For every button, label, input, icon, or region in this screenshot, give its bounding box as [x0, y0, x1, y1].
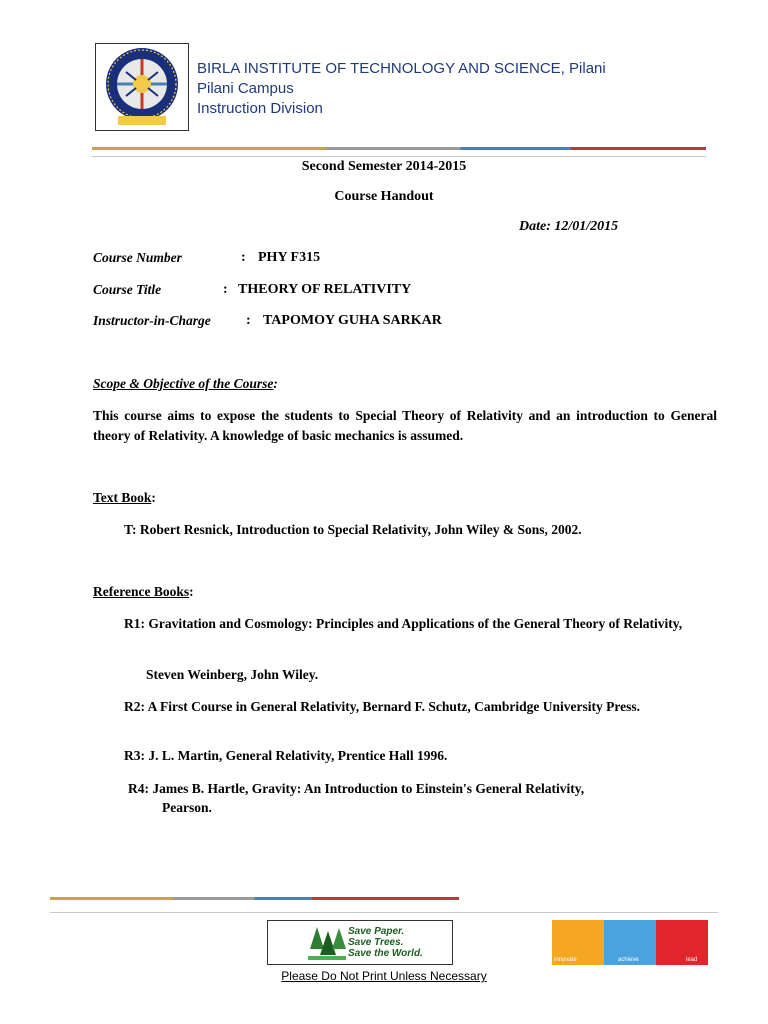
semester-line: Second Semester 2014-2015: [301, 159, 467, 174]
header-thin-divider: [92, 156, 706, 157]
banner-segment-achieve: [604, 920, 656, 965]
scope-heading-text: Scope & Objective of the Course: [93, 376, 274, 391]
document-date: Date: 12/01/2015: [519, 219, 619, 234]
course-title-value: THEORY OF RELATIVITY: [238, 282, 412, 297]
textbook-entry: T: Robert Resnick, Introduction to Special Relativity, John Wiley & Sons, 2002.: [124, 522, 582, 537]
textbook-heading-text: Text Book: [93, 490, 152, 505]
course-number-label: Course Number: [93, 250, 182, 265]
instructor-value: TAPOMOY GUHA SARKAR: [263, 313, 442, 328]
institute-logo: [95, 43, 189, 131]
header-divider: [92, 147, 706, 150]
division-name: Instruction Division: [197, 100, 323, 117]
save-paper-line: Save Paper.: [348, 926, 405, 937]
instructor-sep: :: [246, 313, 251, 328]
reference-r4: R4: James B. Hartle, Gravity: An Introduction to Einstein's General Relativity,: [128, 781, 585, 796]
save-paper-text: [348, 926, 423, 959]
campus-name: Pilani Campus: [197, 80, 294, 97]
course-number-sep: :: [241, 250, 246, 265]
print-note: Please Do Not Print Unless Necessary: [281, 969, 487, 983]
textbook-heading: [93, 490, 156, 506]
save-trees-line: Save Trees.: [348, 937, 404, 948]
textbook-heading-colon: :: [151, 490, 156, 505]
tree-icon: [308, 925, 346, 961]
scope-text: This course aims to expose the students to Special Theory of Relativity and an introduction to General theory of Relativity. A knowledge of basic mechanics is assumed.: [93, 408, 717, 443]
reference-r2: R2: A First Course in General Relativity, Bernard F. Schutz, Cambridge University Press.: [124, 699, 640, 714]
document-title: Course Handout: [334, 189, 434, 204]
footer-thin-divider: [50, 912, 718, 913]
reference-r3: R3: J. L. Martin, General Relativity, Prentice Hall 1996.: [124, 748, 448, 763]
scope-heading: [93, 376, 278, 392]
banner-segment-lead: [656, 920, 708, 965]
banner-word-innovate: innovate: [554, 957, 577, 963]
institute-name: BIRLA INSTITUTE OF TECHNOLOGY AND SCIENCE, Pilani: [197, 60, 606, 77]
references-heading-text: Reference Books: [93, 584, 190, 599]
reference-r4-continued: Pearson.: [162, 800, 212, 815]
banner-word-lead: lead: [686, 957, 698, 963]
save-world-line: Save the World.: [348, 948, 423, 959]
banner-word-achieve: achieve: [618, 957, 639, 963]
references-heading: [93, 584, 194, 600]
reference-r1: R1: Gravitation and Cosmology: Principles and Applications of the General Theory of Relativity,: [124, 616, 683, 631]
course-title-label: Course Title: [93, 282, 162, 297]
course-number-value: PHY F315: [258, 250, 321, 265]
references-heading-colon: :: [189, 584, 194, 599]
banner-segment-innovate: [552, 920, 604, 965]
instructor-label: Instructor-in-Charge: [93, 313, 211, 328]
footer-divider: [50, 897, 459, 900]
scope-heading-colon: :: [273, 376, 278, 391]
motto-banner: [552, 920, 708, 965]
save-paper-badge: [267, 920, 453, 965]
reference-r1-authors: Steven Weinberg, John Wiley.: [146, 667, 319, 682]
course-title-sep: :: [223, 282, 228, 297]
